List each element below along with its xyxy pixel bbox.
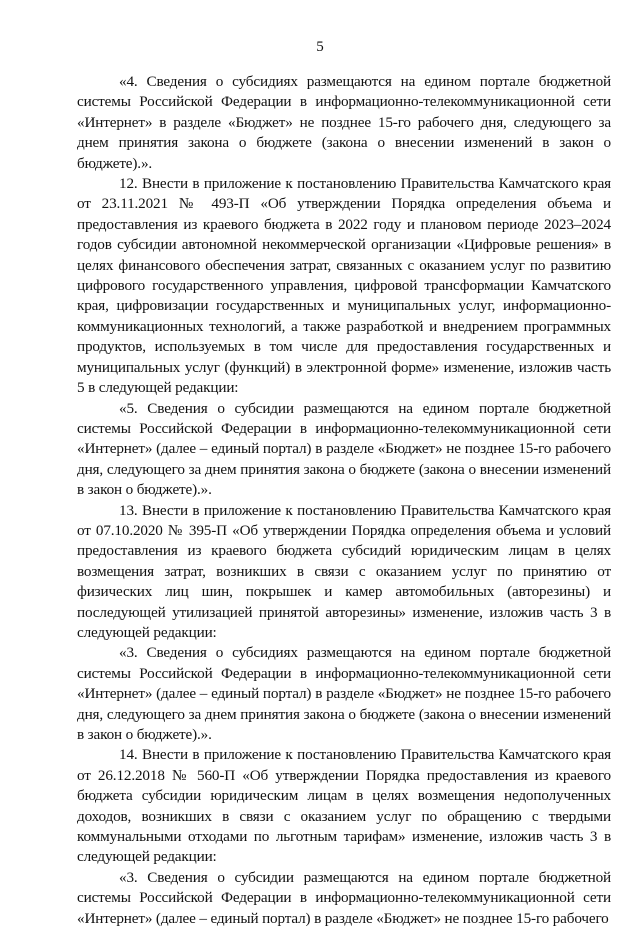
paragraph-quote-part-3-b: «3. Сведения о субсидии размещаются на едином портале бюджетной системы Российской Федерации в информационно-телекоммуникационной сети «Интернет» (далее – единый портал) в разделе «Бюджет» не позднее 15-го рабочего: [77, 868, 611, 927]
paragraph-quote-part-5: «5. Сведения о субсидии размещаются на едином портале бюджетной системы Российской Федерации в информационно-телекоммуникационной сети «Интернет» (далее – единый портал) в разделе «Бюджет» не позднее 15-го рабочего дня, следующего за днем принятия закона о бюджете (закона о внесении изменений в закон о бюджете).».: [77, 399, 611, 499]
document-body: [77, 72, 611, 929]
paragraph-quote-part-4: «4. Сведения о субсидиях размещаются на едином портале бюджетной системы Российской Федерации в информационно-телекоммуникационной сети «Интернет» в разделе «Бюджет» не позднее 15-го рабочего дня, следующего за днем принятия закона о бюджете (закона о внесении изменений в закон о бюджете).».: [77, 73, 611, 172]
paragraph-item-13: 13. Внести в приложение к постановлению Правительства Камчатского края от 07.10.2020 № 395-П «Об утверждении Порядка определения объема и условий предоставления из краевого бюджета субсидий юридическим лицам в целях возмещения затрат, возникших в связи с оказанием услуг по принятию от физических лиц шин, покрышек и камер автомобильных (авторезины) и последующей утилизацией принятой авторезины» изменение, изложив часть 3 в следующей редакции:: [77, 501, 611, 641]
page-number: 5: [316, 39, 324, 55]
paragraph-item-12: 12. Внести в приложение к постановлению Правительства Камчатского края от 23.11.2021 № 493-П «Об утверждении Порядка определения объема и предоставления из краевого бюджета в 2022 году и плановом периоде 2023–2024 годов субсидии автономной некоммерческой организации «Цифровые решения» в целях финансового обеспечения затрат, связанных с оказанием услуг по развитию цифрового государственного управления, цифровой трансформации Камчатского края, цифровизации государственных и муниципальных услуг, информационно-коммуникационных технологий, а также разработкой и внедрением программных продуктов, используемых в том числе для предоставления государственных и муниципальных услуг (функций) в электронной форме» изменение, изложив часть 5 в следующей редакции:: [77, 175, 611, 397]
paragraph-quote-part-3-a: «3. Сведения о субсидиях размещаются на едином портале бюджетной системы Российской Федерации в информационно-телекоммуникационной сети «Интернет» (далее – единый портал) в разделе «Бюджет» не позднее 15-го рабочего дня, следующего за днем принятия закона о бюджете (закона о внесении изменений в закон о бюджете).».: [77, 644, 611, 743]
paragraph-item-14: 14. Внести в приложение к постановлению Правительства Камчатского края от 26.12.2018 № 560-П «Об утверждении Порядка предоставления из краевого бюджета субсидии юридическим лицам в целях возмещения недополученных доходов, возникших в связи с оказанием услуг по обращению с твердыми коммунальными отходами по льготным тарифам» изменение, изложив часть 3 в следующей редакции:: [77, 746, 611, 866]
